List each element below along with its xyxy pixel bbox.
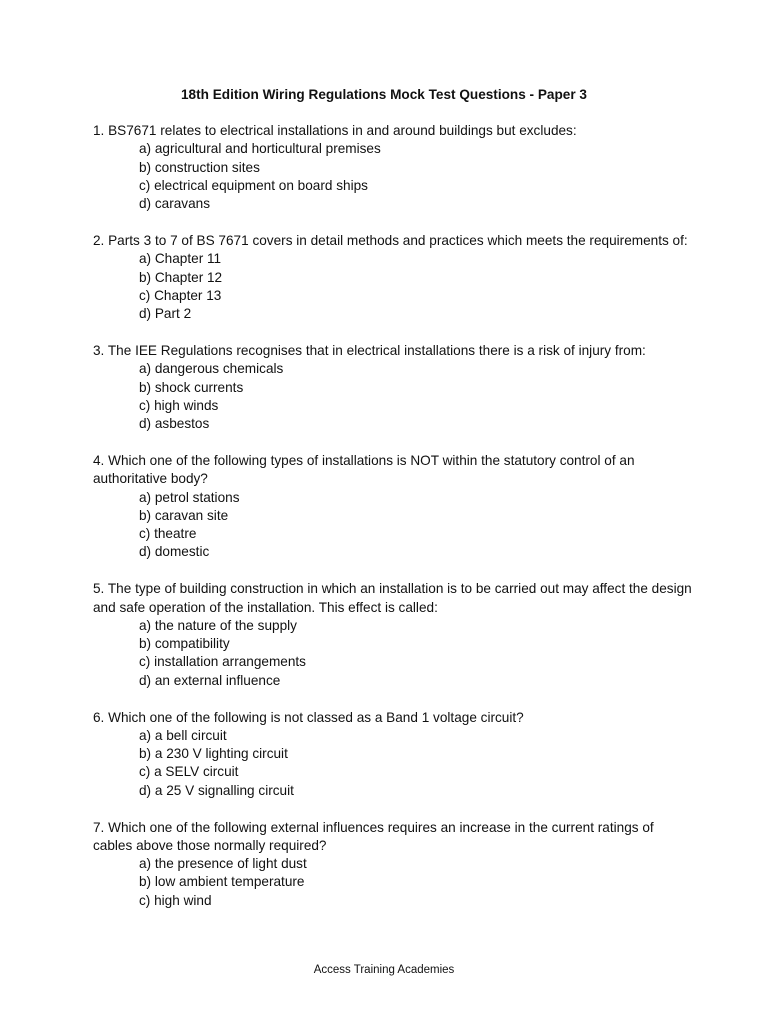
question-2-text: 2. Parts 3 to 7 of BS 7671 covers in detail methods and practices which meets the requirements of: — [93, 232, 688, 248]
question-6-option-d: d) a 25 V signalling circuit — [139, 782, 294, 798]
question-1-option-a: a) agricultural and horticultural premises — [139, 141, 381, 157]
question-4-text: 4. Which one of the following types of installations is NOT within the statutory control of an authoritative body? — [93, 452, 635, 487]
question-6-options — [93, 727, 693, 800]
question-list — [93, 122, 693, 928]
question-7-option-b: b) low ambient temperature — [139, 874, 305, 890]
question-3-options — [93, 360, 693, 433]
question-5 — [93, 580, 693, 690]
question-5-option-b: b) compatibility — [139, 636, 230, 652]
question-4-option-c: c) theatre — [139, 526, 197, 542]
question-7-text: 7. Which one of the following external influences requires an increase in the current ratings of cables above those normally required? — [93, 819, 654, 853]
question-6-option-a: a) a bell circuit — [139, 727, 227, 743]
question-1-text: 1. BS7671 relates to electrical installations in and around buildings but excludes: — [93, 123, 577, 138]
question-5-option-a: a) the nature of the supply — [139, 617, 297, 633]
question-2-option-b: b) Chapter 12 — [139, 269, 223, 285]
question-2-option-a: a) Chapter 11 — [139, 251, 222, 267]
question-5-option-d: d) an external influence — [139, 672, 281, 688]
page-title: 18th Edition Wiring Regulations Mock Test Questions - Paper 3 — [181, 87, 587, 102]
question-2-options — [93, 250, 693, 323]
question-6 — [93, 709, 693, 800]
question-5-option-c: c) installation arrangements — [139, 654, 306, 670]
question-3-option-c: c) high winds — [139, 397, 219, 413]
question-6-text: 6. Which one of the following is not classed as a Band 1 voltage circuit? — [93, 709, 524, 725]
question-4 — [93, 452, 693, 562]
question-3 — [93, 342, 693, 433]
question-5-text: 5. The type of building construction in which an installation is to be carried out may affect the design and safe operation of the installation. This effect is called: — [93, 581, 692, 615]
question-2-option-d: d) Part 2 — [139, 306, 192, 322]
question-6-option-c: c) a SELV circuit — [139, 764, 239, 780]
question-1-options — [93, 140, 693, 213]
question-1-option-c: c) electrical equipment on board ships — [139, 177, 368, 193]
question-4-option-b: b) caravan site — [139, 507, 229, 523]
question-3-text: 3. The IEE Regulations recognises that in electrical installations there is a risk of injury from: — [93, 342, 646, 358]
question-7-options — [93, 855, 693, 910]
question-6-option-b: b) a 230 V lighting circuit — [139, 746, 288, 762]
question-4-option-a: a) petrol stations — [139, 489, 240, 505]
question-1-option-d: d) caravans — [139, 196, 211, 212]
question-7-option-a: a) the presence of light dust — [139, 856, 307, 872]
question-5-options — [93, 617, 693, 690]
question-3-option-d: d) asbestos — [139, 416, 210, 432]
question-4-option-d: d) domestic — [139, 544, 210, 560]
question-3-option-a: a) dangerous chemicals — [139, 361, 284, 377]
question-1 — [93, 122, 693, 213]
question-1-option-b: b) construction sites — [139, 159, 260, 175]
page-footer: Access Training Academies — [313, 964, 455, 976]
question-7 — [93, 819, 693, 910]
question-7-option-c: c) high wind — [139, 892, 212, 908]
question-2 — [93, 232, 693, 323]
question-4-options — [93, 489, 693, 562]
question-3-option-b: b) shock currents — [139, 379, 244, 395]
question-2-option-c: c) Chapter 13 — [139, 287, 222, 303]
